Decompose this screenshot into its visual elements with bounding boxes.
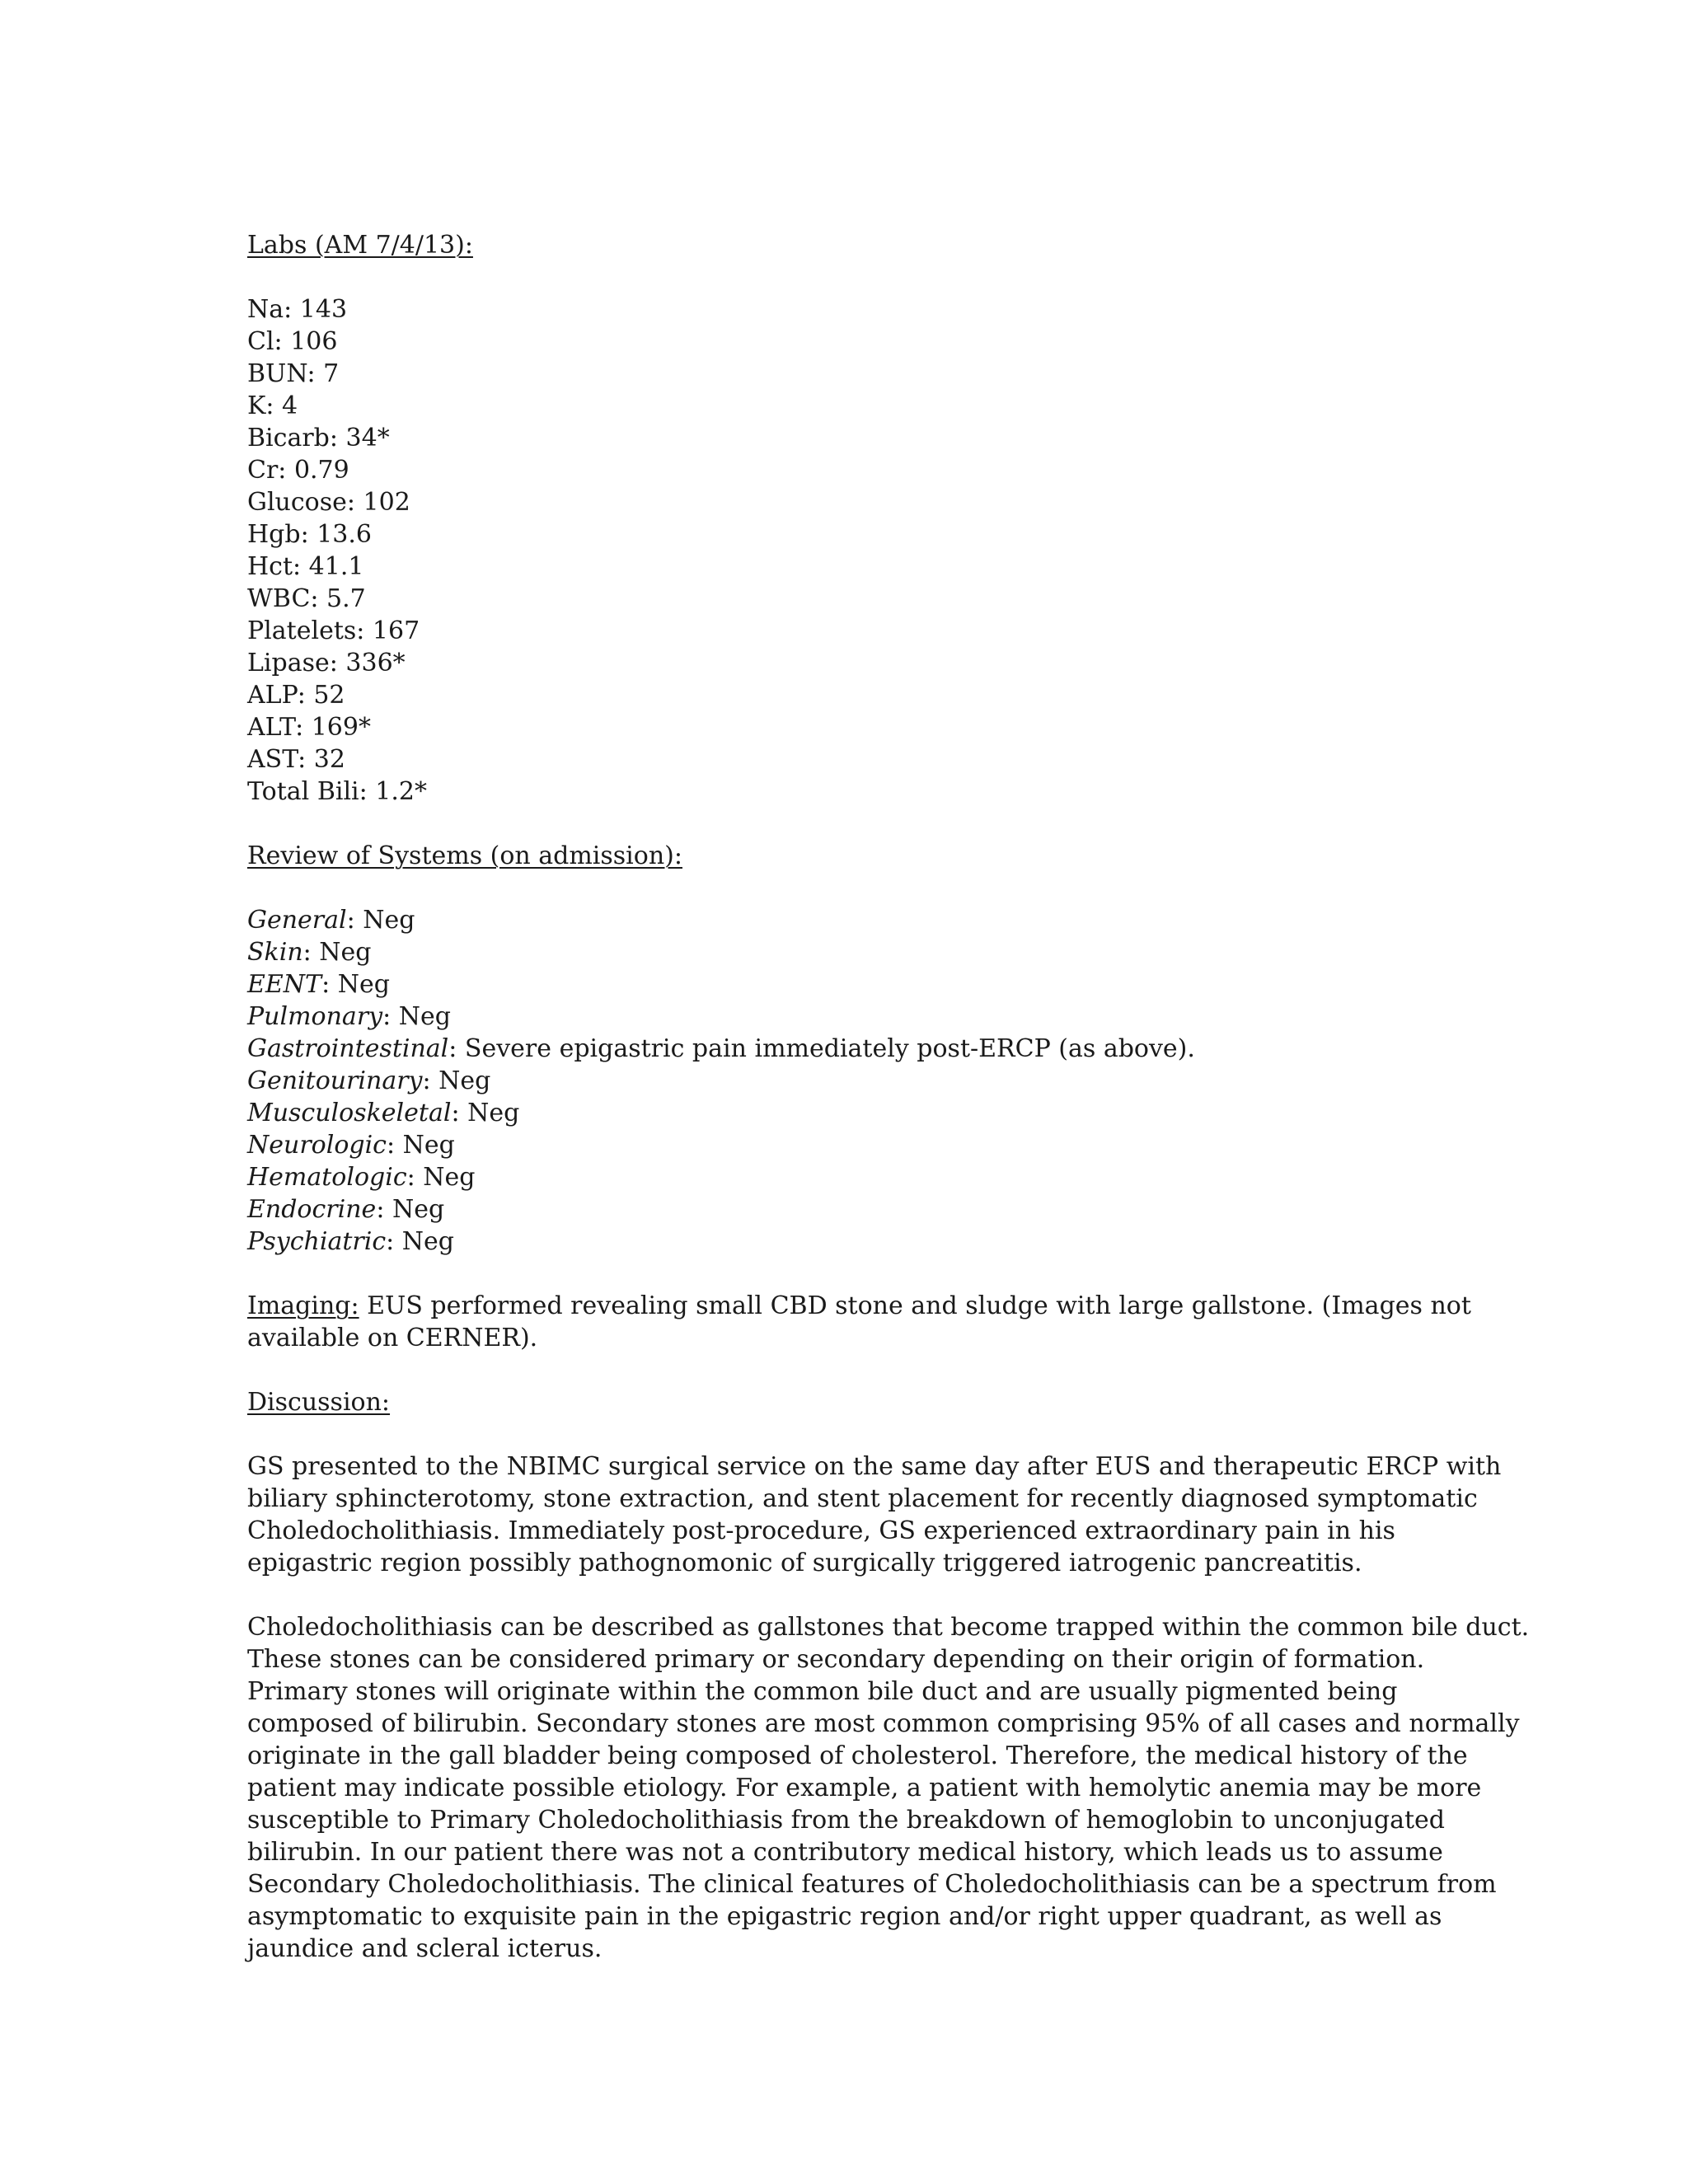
ros-item-neurologic — [247, 1129, 1451, 1161]
ros-item-hematologic — [247, 1161, 1451, 1193]
ros-item-pulmonary — [247, 1001, 1451, 1033]
paragraph-line: bilirubin. In our patient there was not a contributory medical history, which leads us to assume — [247, 1838, 1443, 1867]
paragraph-line: Choledocholithiasis. Immediately post-procedure, GS experienced extraordinary pain in his — [247, 1516, 1395, 1545]
lab-wbc: WBC: 5.7 — [247, 584, 366, 613]
lab-cl: Cl: 106 — [247, 327, 338, 356]
ros-label: Skin — [247, 938, 303, 967]
ros-value: : Neg — [382, 1002, 451, 1031]
spacer — [247, 1418, 1451, 1451]
paragraph-line: These stones can be considered primary or secondary depending on their origin of formation. — [247, 1645, 1425, 1674]
lab-hct: Hct: 41.1 — [247, 552, 364, 581]
lab-cr: Cr: 0.79 — [247, 456, 349, 485]
lab-na: Na: 143 — [247, 295, 348, 324]
ros-label: Pulmonary — [247, 1002, 383, 1031]
spacer — [247, 261, 1451, 293]
ros-label: Psychiatric — [247, 1227, 387, 1256]
ros-value: : Neg — [406, 1163, 476, 1192]
paragraph-line: composed of bilirubin. Secondary stones are most common comprising 95% of all cases and normally — [247, 1709, 1520, 1738]
lab-lipase: Lipase: 336* — [247, 649, 406, 677]
lab-bicarb: Bicarb: 34* — [247, 424, 390, 452]
paragraph-line: GS presented to the NBIMC surgical service on the same day after EUS and therapeutic ERCP with — [247, 1452, 1502, 1481]
lab-alp: ALP: 52 — [247, 681, 345, 710]
paragraph-line: jaundice and scleral icterus. — [247, 1934, 603, 1963]
lab-bun: BUN: 7 — [247, 359, 340, 388]
ros-item-endocrine — [247, 1193, 1451, 1226]
lab-platelets: Platelets: 167 — [247, 616, 420, 645]
paragraph-line: susceptible to Primary Choledocholithiasis from the breakdown of hemoglobin to unconjugated — [247, 1806, 1445, 1835]
discussion-heading: Discussion: — [247, 1388, 391, 1417]
ros-label: Musculoskeletal — [247, 1099, 452, 1127]
ros-value: : Neg — [302, 938, 372, 967]
ros-item-skin — [247, 936, 1451, 968]
imaging-text: EUS performed revealing small CBD stone and sludge with large gallstone. (Images not — [359, 1291, 1471, 1320]
spacer — [247, 1258, 1451, 1290]
ros-label: Neurologic — [247, 1131, 387, 1160]
labs-list — [247, 293, 1451, 808]
ros-item-gastrointestinal — [247, 1033, 1451, 1065]
ros-value: : Neg — [451, 1099, 520, 1127]
ros-label: Endocrine — [247, 1195, 377, 1224]
imaging-heading: Imaging: — [247, 1291, 359, 1320]
spacer — [247, 872, 1451, 904]
paragraph-line: Primary stones will originate within the common bile duct and are usually pigmented being — [247, 1677, 1398, 1706]
imaging-line-1 — [247, 1290, 1471, 1322]
ros-item-musculoskeletal — [247, 1097, 1451, 1129]
paragraph-line: Choledocholithiasis can be described as gallstones that become trapped within the common bile duct. — [247, 1613, 1530, 1642]
ros-value: : Neg — [386, 1131, 455, 1160]
document-page — [247, 229, 1530, 1965]
ros-item-general — [247, 904, 1451, 936]
lab-ast: AST: 32 — [247, 745, 345, 774]
spacer — [247, 1579, 1451, 1611]
ros-value: : Neg — [422, 1066, 491, 1095]
imaging-section — [247, 1290, 1471, 1354]
paragraph-line: patient may indicate possible etiology. For example, a patient with hemolytic anemia may be more — [247, 1774, 1482, 1802]
ros-list — [247, 904, 1451, 1258]
labs-heading: Labs (AM 7/4/13): — [247, 231, 473, 260]
ros-item-eent — [247, 968, 1451, 1001]
ros-heading: Review of Systems (on admission): — [247, 841, 682, 870]
lab-k: K: 4 — [247, 391, 298, 420]
ros-value: : Neg — [386, 1227, 454, 1256]
ros-label: Hematologic — [247, 1163, 407, 1192]
paragraph-line: asymptomatic to exquisite pain in the epigastric region and/or right upper quadrant, as well as — [247, 1902, 1442, 1931]
spacer — [247, 1354, 1451, 1386]
imaging-line-2: available on CERNER). — [247, 1324, 538, 1352]
paragraph-line: epigastric region possibly pathognomonic of surgically triggered iatrogenic pancreatitis. — [247, 1549, 1362, 1577]
ros-value: : Severe epigastric pain immediately post-ERCP (as above). — [448, 1034, 1195, 1063]
lab-alt: ALT: 169* — [247, 713, 371, 742]
ros-item-psychiatric — [247, 1226, 1451, 1258]
lab-hgb: Hgb: 13.6 — [247, 520, 373, 549]
ros-value: : Neg — [346, 906, 415, 935]
discussion-paragraph-2 — [247, 1611, 1530, 1965]
ros-label: Gastrointestinal — [247, 1034, 449, 1063]
ros-value: : Neg — [321, 970, 390, 999]
lab-glucose: Glucose: 102 — [247, 488, 410, 517]
ros-label: EENT — [247, 970, 322, 999]
ros-item-genitourinary — [247, 1065, 1451, 1097]
spacer — [247, 808, 1451, 840]
ros-label: General — [247, 906, 347, 935]
ros-value: : Neg — [376, 1195, 445, 1224]
discussion-paragraph-1 — [247, 1451, 1502, 1579]
paragraph-line: biliary sphincterotomy, stone extraction, and stent placement for recently diagnosed symptomatic — [247, 1484, 1478, 1513]
ros-label: Genitourinary — [247, 1066, 423, 1095]
paragraph-line: Secondary Choledocholithiasis. The clinical features of Choledocholithiasis can be a spectrum from — [247, 1870, 1497, 1899]
lab-total-bili: Total Bili: 1.2* — [247, 777, 427, 806]
paragraph-line: originate in the gall bladder being composed of cholesterol. Therefore, the medical history of the — [247, 1741, 1468, 1770]
